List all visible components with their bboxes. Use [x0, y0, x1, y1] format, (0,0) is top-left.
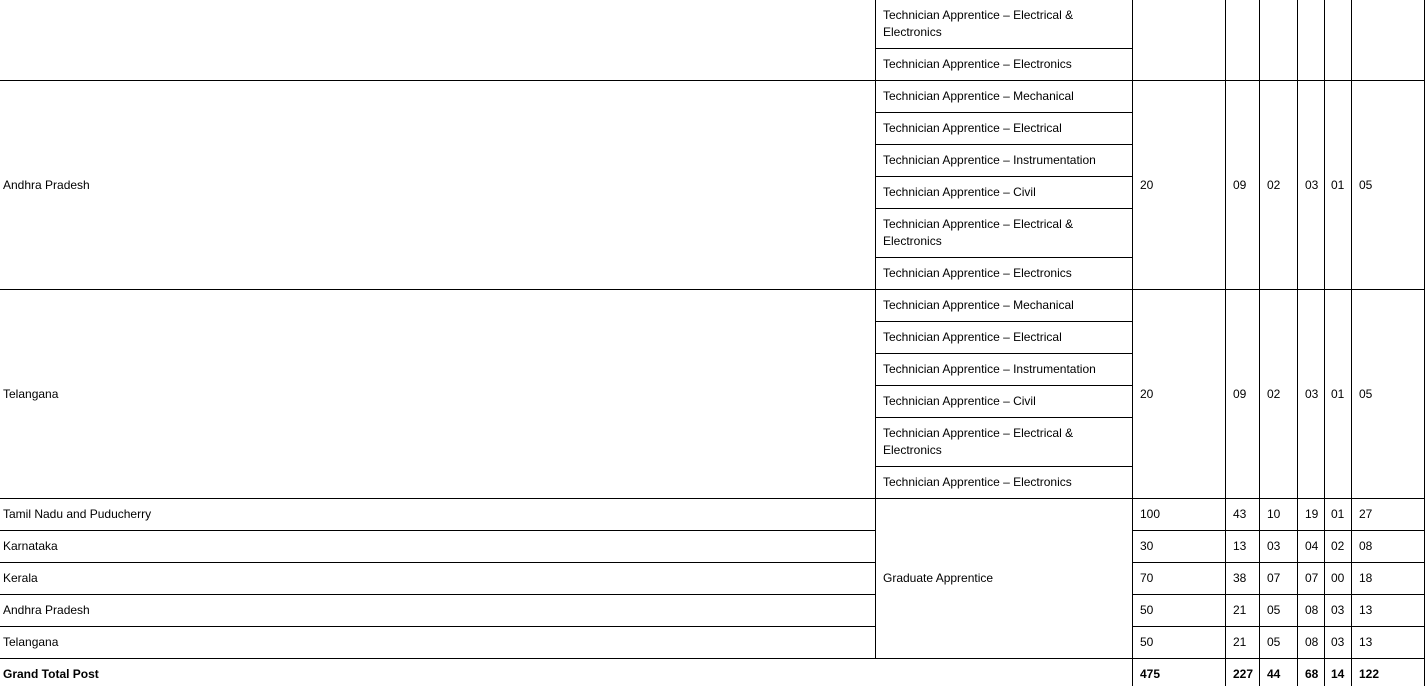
grand-total-label: Grand Total Post — [3, 667, 99, 681]
total-cell: 50 — [1140, 603, 1154, 617]
graduate-row-divider — [0, 530, 876, 531]
grand-total-value: 475 — [1140, 667, 1161, 681]
trade-cell: Technician Apprentice – Electrical & Electronics — [883, 217, 1074, 248]
count-cell: 19 — [1305, 507, 1319, 521]
column-divider — [1297, 0, 1298, 686]
grand-total-count: 227 — [1233, 667, 1254, 681]
count-cell: 07 — [1305, 571, 1319, 585]
count-cell: 43 — [1233, 507, 1247, 521]
column-divider — [1225, 0, 1226, 686]
trade-cell: Technician Apprentice – Instrumentation — [883, 362, 1096, 376]
trade-cell: Technician Apprentice – Electrical — [883, 121, 1062, 135]
count-cell: 09 — [1233, 177, 1247, 192]
total-cell: 20 — [1140, 386, 1154, 401]
count-cell: 21 — [1233, 635, 1247, 649]
trade-cell: Technician Apprentice – Civil — [883, 394, 1036, 408]
graduate-row-divider — [0, 594, 876, 595]
count-cell: 10 — [1267, 507, 1281, 521]
count-cell: 03 — [1305, 177, 1319, 192]
state-cell: Karnataka — [3, 539, 58, 553]
trade-cell: Technician Apprentice – Mechanical — [883, 89, 1074, 103]
count-cell: 08 — [1305, 635, 1319, 649]
count-cell: 13 — [1359, 635, 1373, 649]
count-cell: 27 — [1359, 507, 1373, 521]
grand-total-count: 122 — [1359, 667, 1380, 681]
row-divider — [0, 498, 1425, 499]
trade-cell: Technician Apprentice – Electrical — [883, 330, 1062, 344]
state-cell: Andhra Pradesh — [3, 603, 90, 617]
count-cell: 02 — [1267, 386, 1281, 401]
trade-cell: Technician Apprentice – Electrical & Electronics — [883, 426, 1074, 457]
trade-cell: Technician Apprentice – Instrumentation — [883, 153, 1096, 167]
count-cell: 05 — [1359, 386, 1373, 401]
count-cell: 05 — [1267, 603, 1281, 617]
column-divider — [875, 0, 876, 659]
trade-cell: Technician Apprentice – Electronics — [883, 57, 1072, 71]
state-cell: Telangana — [3, 635, 59, 649]
row-divider — [0, 289, 1425, 290]
column-divider — [1351, 0, 1352, 686]
state-cell: Telangana — [3, 386, 59, 401]
grand-total-count: 14 — [1331, 667, 1345, 681]
row-divider — [0, 658, 1425, 659]
count-cell: 05 — [1267, 635, 1281, 649]
total-cell: 70 — [1140, 571, 1154, 585]
trade-cell: Technician Apprentice – Electronics — [883, 475, 1072, 489]
count-cell: 03 — [1267, 539, 1281, 553]
state-cell: Tamil Nadu and Puducherry — [3, 507, 152, 521]
graduate-row-divider — [0, 626, 876, 627]
count-cell: 00 — [1331, 571, 1345, 585]
grand-total-count: 44 — [1267, 667, 1281, 681]
count-cell: 09 — [1233, 386, 1247, 401]
count-cell: 01 — [1331, 177, 1345, 192]
count-cell: 04 — [1305, 539, 1319, 553]
row-divider — [0, 80, 1425, 81]
trade-cell: Technician Apprentice – Civil — [883, 185, 1036, 199]
count-cell: 03 — [1305, 386, 1319, 401]
state-cell: Kerala — [3, 571, 38, 585]
column-divider — [1259, 0, 1260, 686]
count-cell: 03 — [1331, 635, 1345, 649]
total-cell: 20 — [1140, 177, 1154, 192]
total-cell: 100 — [1140, 507, 1161, 521]
count-cell: 21 — [1233, 603, 1247, 617]
count-cell: 13 — [1233, 539, 1247, 553]
graduate-row-divider — [0, 562, 876, 563]
count-cell: 07 — [1267, 571, 1281, 585]
trade-cell: Graduate Apprentice — [883, 571, 994, 585]
count-cell: 03 — [1331, 603, 1345, 617]
total-cell: 30 — [1140, 539, 1154, 553]
count-cell: 08 — [1359, 539, 1373, 553]
count-cell: 38 — [1233, 571, 1247, 585]
count-cell: 18 — [1359, 571, 1373, 585]
state-cell: Andhra Pradesh — [3, 177, 90, 192]
grand-total-count: 68 — [1305, 667, 1319, 681]
count-cell: 02 — [1331, 539, 1345, 553]
count-cell: 02 — [1267, 177, 1281, 192]
total-cell: 50 — [1140, 635, 1154, 649]
column-divider — [1324, 0, 1325, 686]
trade-cell: Technician Apprentice – Electrical & Electronics — [883, 8, 1074, 39]
trade-cell: Technician Apprentice – Electronics — [883, 266, 1072, 280]
column-divider — [1132, 0, 1133, 686]
trade-cell: Technician Apprentice – Mechanical — [883, 298, 1074, 312]
count-cell: 05 — [1359, 177, 1373, 192]
count-cell: 13 — [1359, 603, 1373, 617]
count-cell: 08 — [1305, 603, 1319, 617]
count-cell: 01 — [1331, 507, 1345, 521]
count-cell: 01 — [1331, 386, 1345, 401]
